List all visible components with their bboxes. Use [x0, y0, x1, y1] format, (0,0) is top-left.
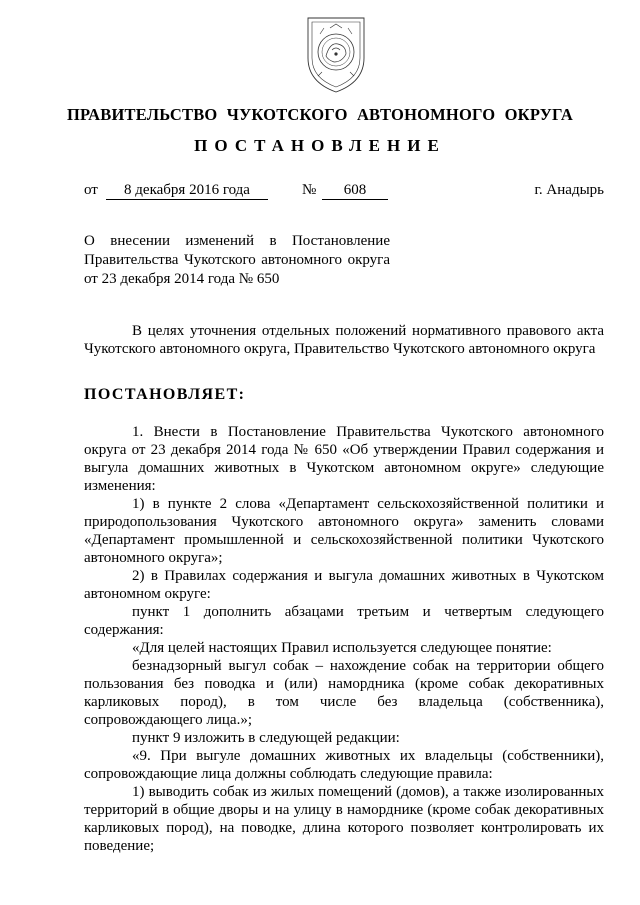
paragraph: «9. При выгуле домашних животных их владельцы (собственники), сопровождающие лица должны соблюдать следующие правила:: [84, 748, 604, 782]
paragraph: 1. Внести в Постановление Правительства Чукотского автономного округа от 23 декабря 2014 года № 650 «Об утверждении Правил содержания и выгула домашних животных в Чукотском автономном округе» следующие изменения:: [84, 424, 604, 494]
date-from-label: от: [84, 182, 98, 198]
paragraph: 2) в Правилах содержания и выгула домашних животных в Чукотском автономном округе:: [84, 568, 604, 602]
document-type: ПОСТАНОВЛЕНИЕ: [194, 136, 446, 155]
paragraph: 1) выводить собак из жилых помещений (домов), а также изолированных территорий в общие дворы и на улицу в наморднике (кроме собак декоративных карликовых пород), на поводке, длина которого позволяет контролировать их поведение;: [84, 784, 604, 854]
paragraph: пункт 9 изложить в следующей редакции:: [132, 730, 400, 746]
paragraph: пункт 1 дополнить абзацами третьим и четвертым следующего содержания:: [84, 604, 604, 638]
paragraph: безнадзорный выгул собак – нахождение собак на территории общего пользования без поводка и (или) намордника (кроме собак декоративных карликовых пород), в том числе без владельца (собственника), сопровождающего лица.»;: [84, 658, 604, 728]
government-title: ПРАВИТЕЛЬСТВО ЧУКОТСКОГО АВТОНОМНОГО ОКРУГА: [66, 105, 574, 124]
preamble: [84, 322, 604, 358]
paragraph: «Для целей настоящих Правил используется следующее понятие:: [132, 640, 552, 656]
date-line: [84, 182, 604, 204]
coat-of-arms-emblem: [302, 12, 370, 96]
preamble-text: В целях уточнения отдельных положений нормативного правового акта Чукотского автономного округа, Правительство Чукотского автономного округа: [84, 323, 604, 357]
subject-line: Правительства Чукотского автономного округа: [84, 252, 390, 268]
number-label: №: [302, 182, 317, 198]
document-date: 8 декабря 2016 года: [106, 182, 268, 200]
document-number: 608: [322, 182, 388, 200]
paragraph: 1) в пункте 2 слова «Департамент сельскохозяйственной политики и природопользования Чукотского автономного округа» заменить словами «Департамент промышленной и сельскохозяйственной политики Чукотского автономного округа»;: [84, 496, 604, 566]
resolution-body: [84, 423, 604, 855]
subject-line: от 23 декабря 2014 года № 650: [84, 271, 280, 287]
resolve-heading: ПОСТАНОВЛЯЕТ:: [84, 386, 246, 403]
city: г. Анадырь: [534, 182, 604, 198]
subject-line: О внесении изменений в Постановление: [84, 233, 390, 249]
document-subject: [84, 232, 390, 289]
